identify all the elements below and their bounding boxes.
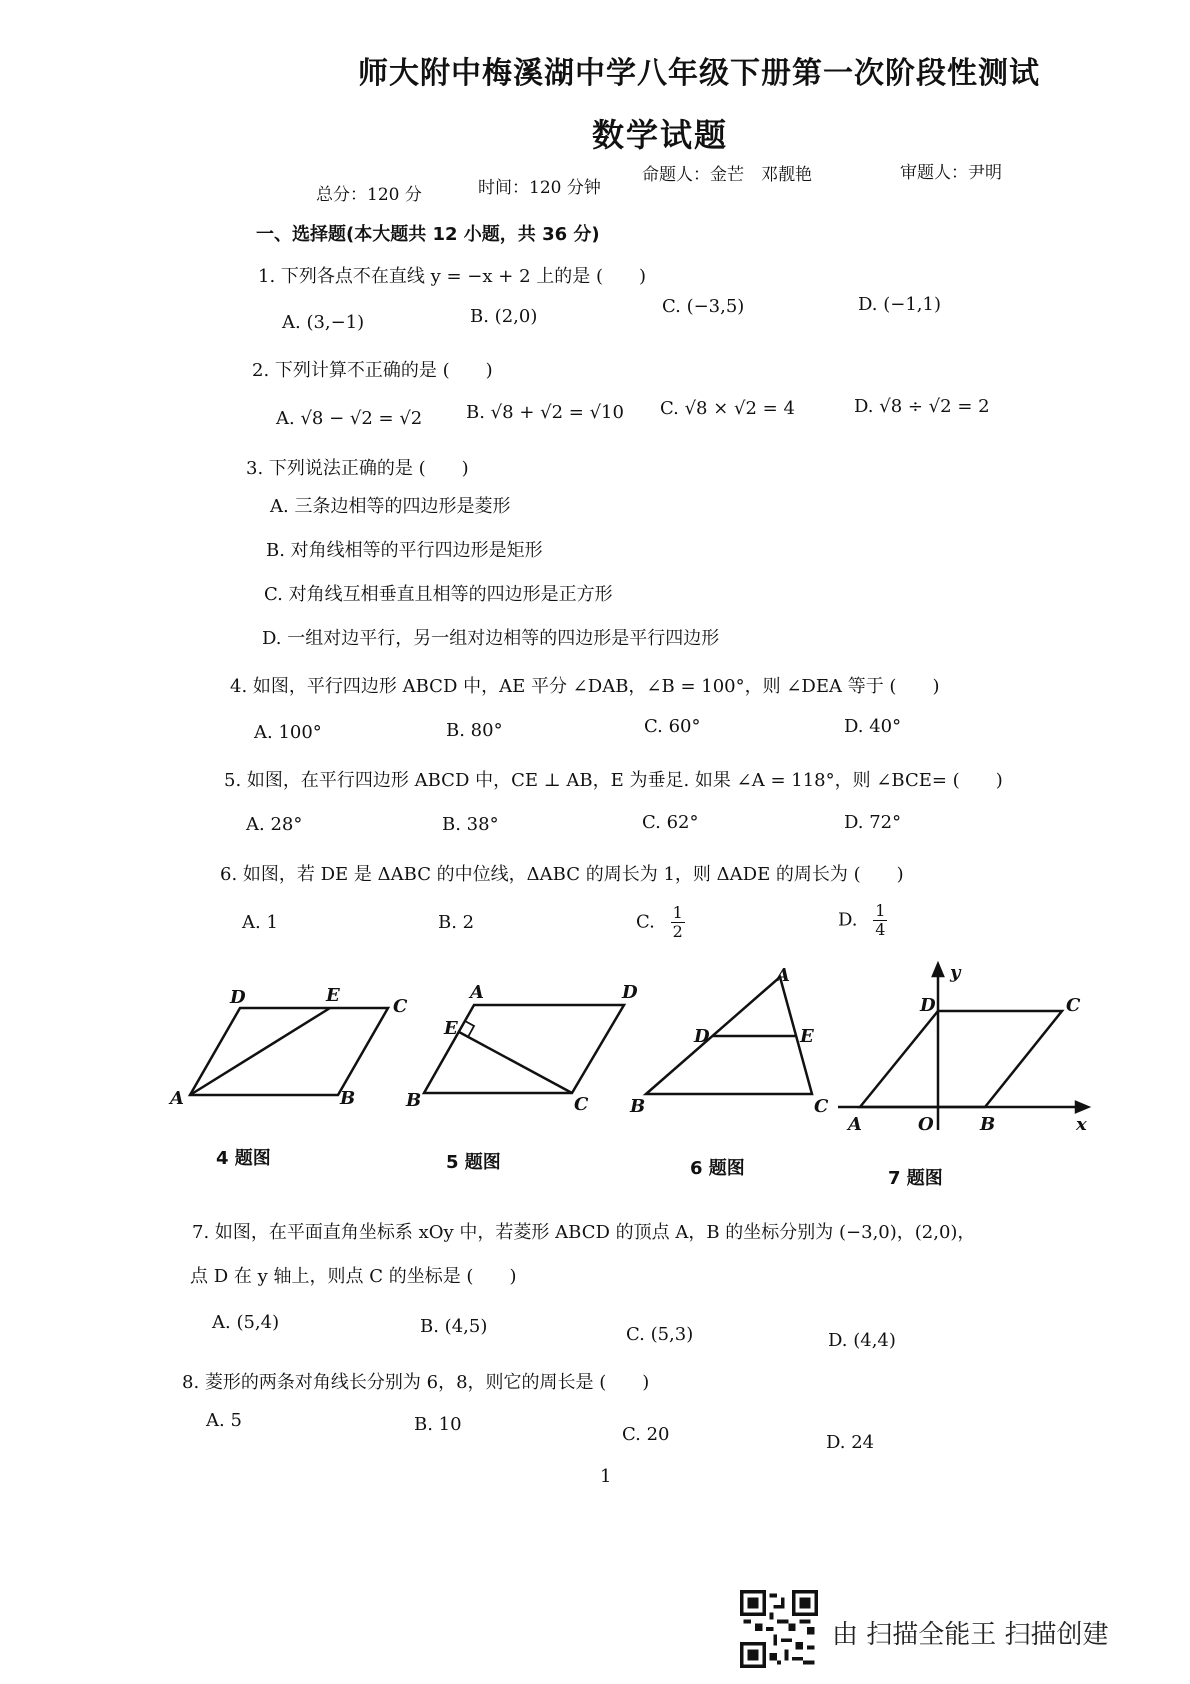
- fig5-label-a: A: [470, 982, 484, 1003]
- question-4-option-b: B. 80°: [446, 720, 503, 741]
- section-title: 一、选择题(本大题共 12 小题，共 36 分): [256, 224, 600, 245]
- exam-authors: 命题人：金芒 邓靓艳: [642, 165, 812, 185]
- question-2-option-d: D. √8 ÷ √2 = 2: [854, 396, 990, 417]
- fig5-label-c: C: [574, 1094, 589, 1115]
- question-5-option-b: B. 38°: [442, 814, 499, 835]
- question-6-option-c: [636, 904, 685, 941]
- question-7-stem-line2: 点 D 在 y 轴上，则点 C 的坐标是 ( ): [190, 1266, 517, 1287]
- question-3-option-a: A. 三条边相等的四边形是菱形: [270, 496, 511, 517]
- question-1-option-a: A. (3,−1): [282, 312, 365, 333]
- fig4-label-a: A: [170, 1088, 184, 1109]
- y-axis-arrow: [933, 964, 943, 976]
- fraction-numerator: 1: [875, 901, 886, 920]
- question-4-option-a: A. 100°: [254, 722, 322, 743]
- figure-5-caption: 5 题图: [446, 1152, 501, 1173]
- exam-title: 师大附中梅溪湖中学八年级下册第一次阶段性测试: [358, 56, 1040, 91]
- fraction-denominator: 2: [672, 922, 683, 941]
- fig7-label-c: C: [1066, 995, 1081, 1016]
- fraction-numerator: 1: [672, 903, 683, 922]
- question-2-stem: 2. 下列计算不正确的是 ( ): [252, 360, 493, 381]
- question-4-stem: 4. 如图，平行四边形 ABCD 中，AE 平分 ∠DAB，∠B = 100°，则 ∠DEA 等于 ( ): [230, 676, 940, 697]
- question-1-option-d: D. (−1,1): [858, 294, 941, 315]
- question-8-option-a: A. 5: [206, 1410, 242, 1431]
- question-8-stem: 8. 菱形的两条对角线长分别为 6，8，则它的周长是 ( ): [182, 1372, 650, 1393]
- question-3-stem: 3. 下列说法正确的是 ( ): [246, 458, 469, 479]
- fig5-label-e: E: [444, 1018, 458, 1039]
- figure-6: [646, 977, 812, 1094]
- question-6-stem: 6. 如图，若 DE 是 ΔABC 的中位线，ΔABC 的周长为 1，则 ΔADE 的周长为 ( ): [220, 864, 904, 885]
- fig5-label-d: D: [622, 982, 638, 1003]
- fraction-one-quarter: [873, 902, 887, 939]
- figure-6-caption: 6 题图: [690, 1158, 745, 1179]
- option-label: C.: [636, 911, 655, 933]
- question-5-option-a: A. 28°: [246, 814, 303, 835]
- scanner-watermark: 由 扫描全能王 扫描创建: [832, 1620, 1109, 1650]
- fig6-label-d: D: [694, 1026, 710, 1047]
- question-7-option-d: D. (4,4): [828, 1330, 896, 1351]
- fig6-label-c: C: [814, 1096, 829, 1117]
- fig4-label-b: B: [340, 1088, 356, 1109]
- exam-reviewer: 审题人：尹明: [900, 163, 1002, 183]
- fraction-one-half: [671, 904, 685, 941]
- figure-4-caption: 4 题图: [216, 1148, 271, 1169]
- fig4-label-d: D: [230, 987, 246, 1008]
- question-3-option-c: C. 对角线互相垂直且相等的四边形是正方形: [264, 584, 613, 605]
- question-8-option-c: C. 20: [622, 1424, 670, 1445]
- question-5-option-c: C. 62°: [642, 812, 699, 833]
- page-number: 1: [600, 1466, 612, 1487]
- figure-4: [190, 1008, 388, 1095]
- exam-subtitle: 数学试题: [592, 116, 729, 154]
- question-4-option-d: D. 40°: [844, 716, 902, 737]
- figures-row: [0, 960, 1190, 1190]
- option-label: D.: [838, 909, 858, 931]
- question-1-option-b: B. (2,0): [470, 306, 538, 327]
- question-6-option-d: [838, 902, 887, 939]
- question-3-option-b: B. 对角线相等的平行四边形是矩形: [266, 540, 543, 561]
- question-5-option-d: D. 72°: [844, 812, 902, 833]
- fig6-label-e: E: [800, 1026, 814, 1047]
- fig5-label-b: B: [406, 1090, 422, 1111]
- fig7-label-y: y: [950, 962, 961, 983]
- figure-7: [838, 964, 1088, 1130]
- question-8-option-d: D. 24: [826, 1432, 875, 1453]
- total-score: 总分：120 分: [316, 185, 422, 205]
- question-6-option-b: B. 2: [438, 912, 475, 933]
- fraction-denominator: 4: [875, 920, 886, 939]
- question-4-option-c: C. 60°: [644, 716, 701, 737]
- x-axis-arrow: [1076, 1102, 1088, 1112]
- question-2-option-b: B. √8 + √2 = √10: [466, 402, 624, 423]
- question-2-option-c: C. √8 × √2 = 4: [660, 398, 795, 419]
- question-7-option-b: B. (4,5): [420, 1316, 488, 1337]
- question-8-option-b: B. 10: [414, 1414, 462, 1435]
- question-7-option-a: A. (5,4): [212, 1312, 280, 1333]
- fig7-label-b: B: [980, 1114, 996, 1135]
- question-6-option-a: A. 1: [242, 912, 278, 933]
- fig4-label-e: E: [326, 985, 340, 1006]
- question-7-option-c: C. (5,3): [626, 1324, 694, 1345]
- fig7-label-d: D: [920, 995, 936, 1016]
- rhombus-abcd: [860, 1011, 1062, 1107]
- fig6-label-a: A: [776, 965, 790, 986]
- fig7-label-x: x: [1076, 1114, 1087, 1135]
- fig6-label-b: B: [630, 1096, 646, 1117]
- question-3-option-d: D. 一组对边平行，另一组对边相等的四边形是平行四边形: [262, 628, 720, 649]
- segment-ce: [459, 1032, 572, 1093]
- fig7-label-a: A: [848, 1114, 862, 1135]
- figure-7-caption: 7 题图: [888, 1168, 943, 1189]
- qr-code-icon: [740, 1590, 818, 1668]
- exam-time: 时间：120 分钟: [478, 178, 601, 198]
- parallelogram-abcd: [190, 1008, 388, 1095]
- question-7-stem-line1: 7. 如图，在平面直角坐标系 xOy 中，若菱形 ABCD 的顶点 A，B 的坐标分别为 (−3,0)，(2,0)，: [192, 1222, 976, 1243]
- fig7-label-o: O: [918, 1114, 934, 1135]
- question-2-option-a: A. √8 − √2 = √2: [276, 408, 423, 429]
- fig4-label-c: C: [393, 996, 408, 1017]
- question-1-stem: 1. 下列各点不在直线 y = −x + 2 上的是 ( ): [258, 266, 647, 287]
- segment-ae: [190, 1008, 330, 1095]
- question-5-stem: 5. 如图，在平行四边形 ABCD 中，CE ⊥ AB，E 为垂足. 如果 ∠A = 118°，则 ∠BCE= ( ): [224, 770, 1003, 791]
- question-1-option-c: C. (−3,5): [662, 296, 745, 317]
